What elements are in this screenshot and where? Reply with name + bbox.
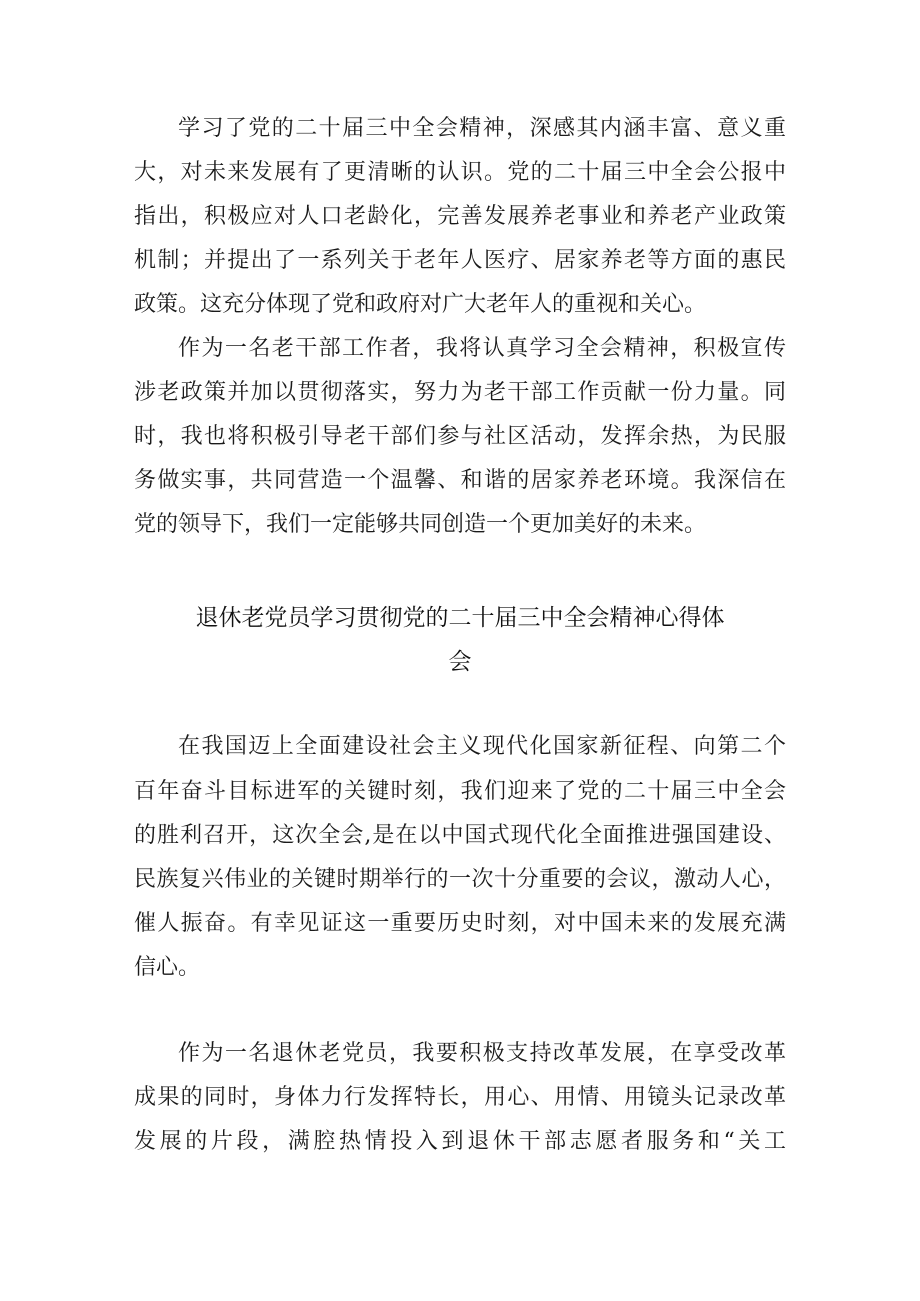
paragraph-line: 政策。这充分体现了党和政府对广大老年人的重视和关心。 (134, 292, 707, 317)
paragraph-line: 在我国迈上全面建设社会主义现代化国家新征程、向第二个 (178, 734, 786, 759)
paragraph-line: 作为一名老干部工作者，我将认真学习全会精神，积极宣传 (178, 336, 786, 361)
heading-line-2: 会 (448, 649, 472, 675)
paragraph-line: 作为一名退休老党员，我要积极支持改革发展，在享受改革 (178, 1041, 786, 1066)
paragraph-line: 发展的片段，满腔热情投入到退休干部志愿者服务和“关工 (134, 1129, 786, 1154)
paragraph-line: 成果的同时，身体力行发挥特长，用心、用情、用镜头记录改革 (134, 1085, 786, 1110)
paragraph-line: 民族复兴伟业的关键时期举行的一次十分重要的会议，激动人心， (134, 867, 786, 892)
paragraph-line: 涉老政策并加以贯彻落实，努力为老干部工作贡献一份力量。同 (134, 380, 786, 405)
paragraph-line: 指出，积极应对人口老龄化，完善发展养老事业和养老产业政策 (134, 204, 786, 229)
paragraph-line: 百年奋斗目标进军的关键时刻，我们迎来了党的二十届三中全会 (134, 779, 786, 804)
paragraph-line: 的胜利召开，这次全会,是在以中国式现代化全面推进强国建设、 (134, 823, 786, 848)
paragraph-line: 学习了党的二十届三中全会精神，深感其内涵丰富、意义重 (178, 116, 786, 141)
paragraph-line: 党的领导下，我们一定能够共同创造一个更加美好的未来。 (134, 512, 707, 537)
paragraph-line: 信心。 (134, 955, 201, 980)
paragraph-line: 催人振奋。有幸见证这一重要历史时刻，对中国未来的发展充满 (134, 911, 786, 936)
paragraph-line: 大，对未来发展有了更清晰的认识。党的二十届三中全会公报中 (134, 160, 786, 185)
heading-line-1: 退休老党员学习贯彻党的二十届三中全会精神心得体 (195, 605, 725, 631)
paragraph-line: 务做实事，共同营造一个温馨、和谐的居家养老环境。我深信在 (134, 468, 786, 493)
paragraph-line: 机制；并提出了一系列关于老年人医疗、居家养老等方面的惠民 (134, 248, 786, 273)
paragraph-line: 时，我也将积极引导老干部们参与社区活动，发挥余热，为民服 (134, 424, 786, 449)
